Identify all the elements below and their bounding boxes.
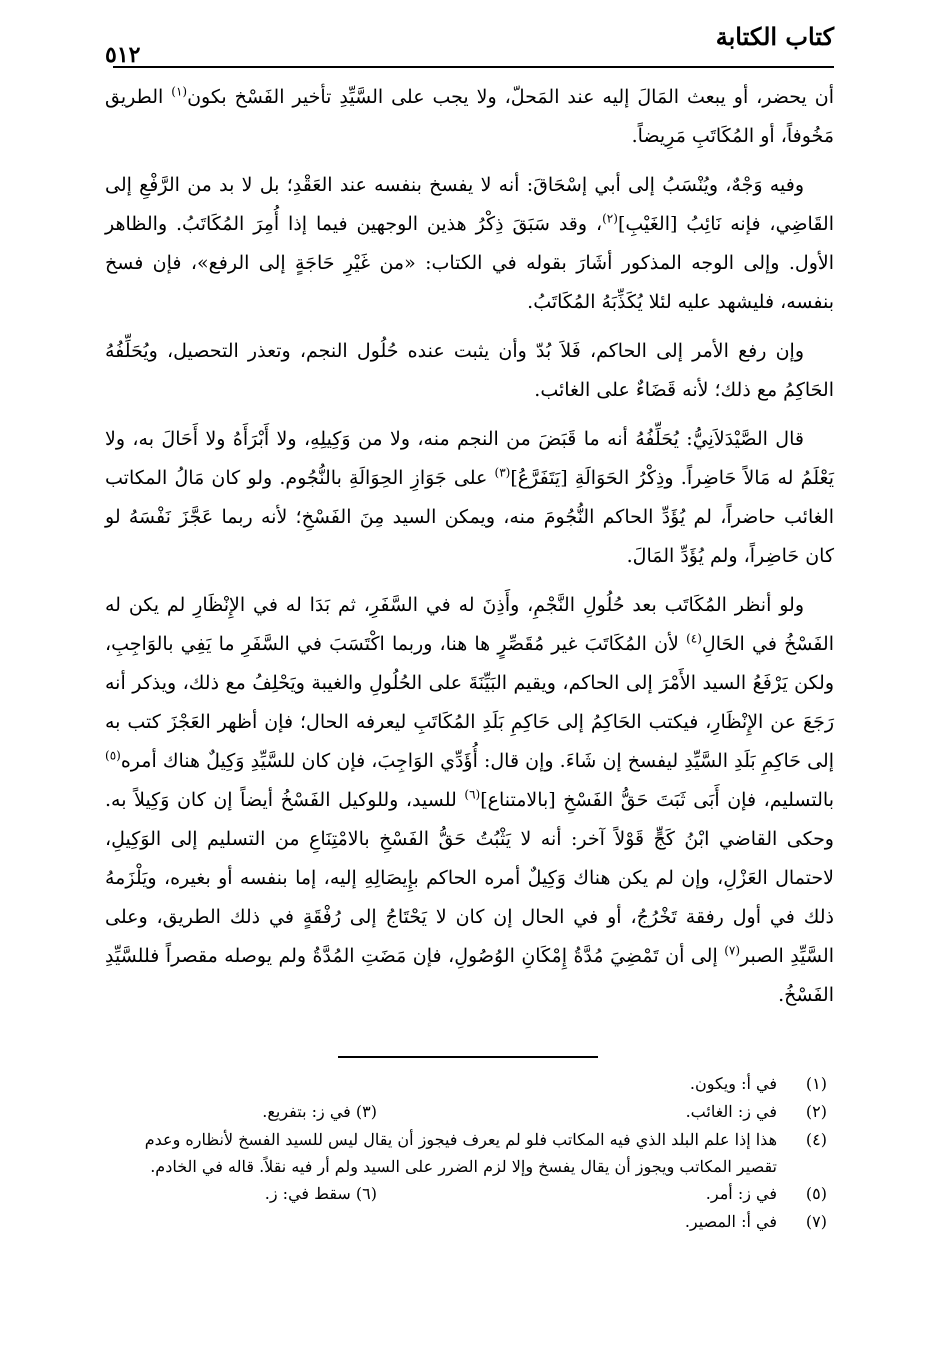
footnote-text: في أ: المصير. [684,1212,777,1231]
text-run: ولو أنظر المُكَاتَب بعد حُلُولِ النَّجْمِ، وأَذِنَ له في السَّفَرِ، ثم بَدَا له في الإِنْظَارِ لم يكن له الفَسْخُ في الحَالِ [105,594,834,655]
footnote-marker: (٣) [494,465,511,480]
footnote-text: هذا إذا علم البلد الذي فيه المكاتب فلو لم يعرف فيجوز أن يقال ليس للسيد الفسخ لأنظاره وعدم تقصير المكاتب ويجوز أن يقال يفسخ وإلا لزم الضرر على السيد ولم أر فيه نقلاً. قاله في الخادم. [144,1130,777,1176]
paragraph [105,332,834,410]
footnote-marker: (٧) [724,943,741,958]
paragraph [105,586,834,1015]
page-number: ٥١٢ [105,42,141,68]
footnote [110,1126,827,1180]
footnote-marker: (١) [171,84,188,99]
text-run: إلى أن تَمْضِيَ مُدَّةُ إِمْكَانِ الوُصُولِ، فإن مَضَتِ المُدَّةُ ولم يوصله مقصراً فللسَّيِّدِ الفَسْخُ. [105,945,834,1006]
footnote-divider [338,1056,598,1058]
page-header [105,10,834,68]
text-run: قال الصَّيْدَلاَنِيُّ: يُحَلِّفُهُ أنه ما قَبَضَ من النجم منه، ولا من وَكِيلِهِ، ولا أَبْرَأَهُ ولا أَحَالَ به، ولا يَعْلَمُ له مَالاً حَاضِراً. وذِكْرُ الحَوَالَةِ [يَتَفَرَّعُ] [105,428,834,489]
footnote-number: (٢) [805,1102,827,1121]
footnote-marker: (٢) [602,211,618,226]
main-text [105,78,834,1025]
text-run: لأن المُكَاتَبَ غير مُقَصِّرٍ ها هنا، وربما اكْتَسَبَ في السَّفَرِ ما يَفِي بالوَاجِبِ، ولكن يَرْفَعُ السيد الأَمْرَ إلى الحاكم، ويقيم البَيِّنَةَ على الحُلُولِ والغيبة ويَحْلِفُ مع ذلك، ويذكر أنه رَجَعَ عن الإِنْظَارِ، فيكتب الحَاكِمُ إلى حَاكِمِ بَلَدِ المُكَاتَبِ ليعرفه الحال؛ فإن أظهر العَجْزَ كتب به إلى حَاكِمِ بَلَدِ السَّيِّدِ ليفسخ إن شَاءَ. وإن قال: أُؤَدِّي الوَاجِبَ، فإن كان للسَّيِّدِ وَكِيلٌ هناك أمره [105,633,834,772]
footnote-marker: (٤) [686,631,702,646]
text-run: الطريق مَخُوفاً، أو المُكَاتَبِ مَرِيضاً. [105,86,834,147]
text-run: للسيد، وللوكيل الفَسْخُ أيضاً إن كان وَكِيلاً به. وحكى القاضي ابْنُ كَجٍّ قَوْلاً آخر: أنه لا يَثْبُتُ حَقُّ الفَسْخِ بالامْتِنَاعِ من التسليم إلى الوَكِيلِ، لاحتمال العَزْلِ، وإن لم يكن هناك وَكِيلٌ أمره الحاكم بإِيصَالِهِ إليه، إما بنفسه أو بغيره، ويَلْزَمهُ ذلك في أول رفقة تَخْرُجُ، أو في الحال إن كان لا يَحْتَاجُ إلى رُفْقَةٍ في ذلك الطريق، وعلى السَّيِّدِ الصبر [105,789,834,967]
paragraph [105,420,834,576]
footnote [110,1208,827,1236]
footnote [110,1070,827,1098]
footnote-number: (٧) [805,1212,827,1231]
footnote-marker: (٦) [464,787,481,802]
footnote-number: (٥) [805,1184,827,1203]
footnote-text: في ز: الغائب. [685,1102,777,1121]
paragraph [105,166,834,322]
footnote-number: (٤) [805,1130,827,1149]
footnote [110,1180,827,1208]
text-run: على جَوَازِ الحِوَالَةِ بالنُّجُوم. ولو كان مَالُ المكاتب الغائب حاضراً، لم يُؤَدِّ الحاكم النُّجُومَ منه، ويمكن السيد مِنَ الفَسْخِ؛ لأنه ربما عَجَّزَ نَفْسَهُ لو كان حَاضِراً، ولم يُؤَدِّ المَالَ. [105,467,834,567]
footnote-text: في أ: ويكون. [689,1074,777,1093]
text-run: بالتسليم، فإن أَبَى ثَبَتَ حَقُّ الفَسْخِ [بالامتناع] [480,789,834,811]
text-run: وإن رفع الأمر إلى الحاكم، فَلاَ بُدّ وأن يثبت عنده حُلُول النجم، وتعذر التحصيل، ويُحَلِّفُهُ الحَاكِمُ مع ذلك؛ لأنه قَضَاءٌ على الغائب. [105,340,834,401]
footnote-number: (١) [805,1074,827,1093]
text-run: أن يحضر، أو يبعث المَالَ إليه عند المَحلّ، ولا يجب على السَّيِّدِ تأخير الفَسْخ بكون [187,86,835,108]
text-run: ، وقد سَبَقَ ذِكْرُ هذين الوجهين فيما إذا أُمِرَ المُكَاتَبُ. والظاهر الأول. وإلى الوجه المذكور أشَارَ بقوله في الكتاب: «من غَيْرِ حَاجَةٍ إلى الرفع»، فإن فسخ بنفسه، فليشهد عليه لئلا يُكَذِّبَهُ المُكَاتَبُ. [105,213,834,313]
footnote-text: (٣) في ز: بتفريع. [262,1102,377,1121]
footnote-text: (٦) سقط في: ز. [264,1184,377,1203]
book-title: كتاب الكتابة [715,22,834,51]
footnote [110,1098,827,1126]
footnote-marker: (٥) [105,748,121,763]
footnotes [110,1070,827,1236]
paragraph [105,78,834,156]
footnote-text: في ز: أمر. [705,1184,777,1203]
text-run: وفيه وَجْهٌ، ويُنْسَبُ إلى أبي إسْحَاقَ: أنه لا يفسخ بنفسه عند العَقْدِ؛ بل لا بد من الرَّفْعِ إلى القَاضِي، فإنه نَائِبُ [الغَيْبِ] [105,174,835,235]
